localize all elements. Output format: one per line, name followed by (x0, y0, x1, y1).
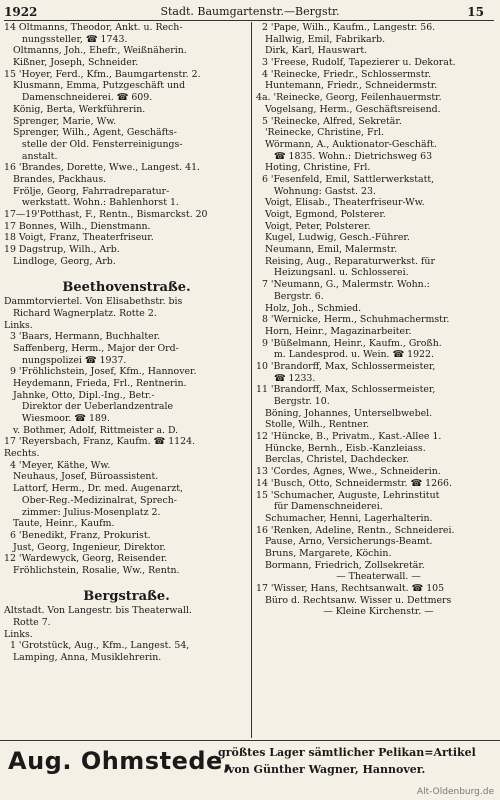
street-heading: Bergstraße. (83, 589, 170, 605)
entry-line: Büro d. Rechtsanw. Wisser u. Dettmers (256, 594, 452, 606)
entry-line: Hoting, Christine, Frl. (256, 162, 371, 174)
entry-line: Damenschneiderei. ☎ 609. (4, 92, 153, 104)
entry-line: werkstatt. Wohn.: Bahlenhorst 1. (4, 197, 179, 209)
entry-line: Hallwig, Emil, Fabrikarb. (256, 33, 386, 45)
entry-line: 17—19'Potthast, F., Rentn., Bismarckst. 20 (4, 209, 208, 220)
entry-line: 16 'Renken, Adeline, Rentn., Schneiderei. (256, 524, 455, 536)
entry-line: Fröhlichstein, Rosalie, Ww., Rentn. (4, 564, 180, 576)
column-divider (251, 22, 252, 738)
entry-line: Lindloge, Georg, Arb. (4, 255, 116, 267)
entry-line: 12 'Wardewyck, Georg, Reisender. (4, 553, 168, 565)
entry-line: Rechts. (4, 448, 40, 460)
entry-line: für Damenschneiderei. (256, 501, 383, 513)
entry-line: 14 Oltmanns, Theodor, Ankt. u. Rech- (4, 22, 183, 33)
entry-line: 4 'Meyer, Käthe, Ww. (4, 459, 111, 471)
entry-line: Heizungsanl. u. Schlosserei. (256, 267, 409, 279)
entry-line: Pause, Arno, Versicherungs-Beamt. (256, 536, 433, 548)
entry-line: Bergstr. 10. (256, 396, 330, 407)
entry-line: 8 'Wernicke, Herm., Schuhmachermstr. (256, 314, 450, 326)
entry-line: 4a. 'Reinecke, Georg, Feilenhauermstr. (256, 92, 442, 104)
entry-line: Rotte 7. (4, 617, 51, 628)
entry-line: Stolle, Wilh., Rentner. (256, 419, 370, 431)
page-title: Stadt. Baumgartenstr.—Bergstr. (160, 5, 340, 18)
entry-line: 9 'Büßelmann, Heinr., Kaufm., Großh. (256, 337, 442, 349)
entry-line: Direktor der Ueberlandzentrale (4, 401, 174, 413)
right-column (256, 22, 500, 618)
entry-line: Böning, Johannes, Unterselbwebel. (256, 407, 433, 419)
entry-line: 6 'Benedikt, Franz, Prokurist. (4, 529, 151, 541)
entry-line: nungspolizei ☎ 1937. (4, 354, 127, 366)
entry-line: 18 Voigt, Franz, Theaterfriseur. (4, 232, 154, 244)
entry-line: Oltmanns, Joh., Ehefr., Weißnäherin. (4, 45, 187, 57)
entry-line: Taute, Heinr., Kaufm. (4, 518, 115, 530)
entry-line: Huntemann, Friedr., Schneidermstr. (256, 80, 438, 92)
entry-line: Saffenberg, Herm., Major der Ord- (4, 342, 179, 354)
entry-line: 7 'Neumann, G., Malermstr. Wohn.: (256, 279, 430, 291)
ad-brand: Aug. Ohmstede, (8, 747, 233, 775)
entry-line: 1 'Grotstück, Aug., Kfm., Langest. 54, (4, 640, 190, 652)
entry-line: 17 'Wisser, Hans, Rechtsanwalt. ☎ 105 (256, 583, 445, 594)
entry-line: 5 'Reinecke, Alfred, Sekretär. (256, 115, 402, 127)
advertisement (0, 740, 500, 783)
entry-line: 4 'Reinecke, Friedr., Schlossermstr. (256, 68, 431, 80)
entry-line: 19 Dagstrup, Wilh., Arb. (4, 244, 120, 256)
entry-line: 17 'Reyersbach, Franz, Kaufm. ☎ 1124. (4, 436, 196, 448)
entry-line: Vogelsang, Herm., Geschäftsreisend. (256, 103, 441, 115)
entry-line: stelle der Old. Fensterreinigungs- (4, 138, 183, 150)
entry-line: 10 'Brandorff, Max, Schlossermeister, (256, 360, 436, 372)
entry-line: Reising, Aug., Reparaturwerkst. für (256, 255, 435, 267)
entry-line: 15 'Schumacher, Auguste, Lehrinstitut (256, 489, 440, 501)
cross-street: — Kleine Kirchenstr. — (323, 606, 434, 618)
entry-line: Frölje, Georg, Fahrradreparatur- (4, 185, 170, 197)
entry-line: ☎ 1233. (256, 372, 316, 384)
entry-line: nungssteller, ☎ 1743. (4, 33, 128, 45)
entry-line: 17 Bonnes, Wilh., Dienstmann. (4, 220, 151, 232)
entry-line: Heydemann, Frieda, Frl., Rentnerin. (4, 377, 187, 389)
left-column (4, 22, 249, 664)
entry-line: 3 'Baars, Hermann, Buchhalter. (4, 331, 161, 343)
entry-line: Kißner, Joseph, Schneider. (4, 57, 139, 69)
watermark: Alt-Oldenburg.de (416, 787, 494, 797)
entry-line: 14 'Busch, Otto, Schneidermstr. ☎ 1266. (256, 477, 452, 489)
street-heading: Beethovenstraße. (62, 280, 191, 296)
entry-line: Bergstr. 6. (256, 290, 324, 302)
entry-line: Just, Georg, Ingenieur, Direktor. (4, 541, 166, 553)
entry-line: Bruns, Margarete, Köchin. (256, 547, 392, 559)
entry-line: Dammtorviertel. Von Elisabethstr. bis (4, 296, 183, 308)
page-year: 1922 (4, 5, 38, 19)
entry-line: 6 'Fesenfeld, Emil, Sattlerwerkstatt, (256, 173, 435, 185)
entry-line: König, Berta, Werkführerin. (4, 103, 146, 115)
entry-line: Neuhaus, Josef, Büroassistent. (4, 471, 159, 483)
entry-line: 13 'Cordes, Agnes, Wwe., Schneiderin. (256, 466, 441, 478)
entry-line: Richard Wagnerplatz. Rotte 2. (4, 307, 157, 319)
entry-line: Wörmann, A., Auktionator-Geschäft. (256, 138, 437, 150)
entry-line (4, 577, 249, 589)
entry-line: Holz, Joh., Schmied. (256, 302, 362, 314)
entry-line: Sprenger, Marie, Ww. (4, 115, 117, 127)
entry-line: Wohnung: Gastst. 23. (256, 185, 376, 197)
entry-line: 12 'Hüncke, B., Privatm., Kast.-Allee 1. (256, 431, 442, 443)
entry-line: Links. (4, 628, 33, 640)
entry-line: 16 'Brandes, Dorette, Wwe., Langest. 41. (4, 162, 201, 174)
entry-line: 3 'Freese, Rudolf, Tapezierer u. Dekorat. (256, 57, 456, 69)
entry-line: 9 'Fröhlichstein, Josef, Kfm., Hannover. (4, 366, 197, 378)
entry-line: Jahnke, Otto, Dipl.-Ing., Betr.- (4, 389, 155, 401)
entry-line: Ober-Reg.-Medizinalrat, Sprech- (4, 494, 177, 506)
entry-line: Bormann, Friedrich, Zollsekretär. (256, 559, 425, 571)
entry-line: v. Bothmer, Adolf, Rittmeister a. D. (4, 424, 179, 436)
cross-street: — Theaterwall. — (336, 571, 421, 583)
entry-line (4, 267, 249, 279)
entry-line: Brandes, Packhaus. (4, 173, 107, 185)
entry-line: Voigt, Elisab., Theaterfriseur-Ww. (256, 197, 425, 209)
entry-line: Horn, Heinr., Magazinarbeiter. (256, 325, 412, 337)
ad-line-2: von Günther Wagner, Hannover. (228, 763, 426, 776)
entry-line: Links. (4, 319, 33, 331)
entry-line: Lamping, Anna, Musiklehrerin. (4, 652, 162, 664)
entry-line: zimmer: Julius-Mosenplatz 2. (4, 506, 161, 518)
entry-line: Wiesmoor. ☎ 189. (4, 413, 110, 424)
entry-line: 15 'Hoyer, Ferd., Kfm., Baumgartenstr. 2. (4, 68, 201, 80)
entry-line: 11 'Brandorff, Max, Schlossermeister, (256, 384, 436, 396)
entry-line: Voigt, Peter, Polsterer. (256, 220, 371, 232)
header-rule (4, 20, 494, 21)
entry-line: Klusmann, Emma, Putzgeschäft und (4, 80, 186, 92)
entry-line: m. Landesprod. u. Wein. ☎ 1922. (256, 349, 434, 361)
entry-line: Neumann, Emil, Malermstr. (256, 244, 398, 256)
ad-line-1: größtes Lager sämtlicher Pelikan=Artikel (218, 746, 476, 759)
entry-line: Lattorf, Herm., Dr. med. Augenarzt, (4, 483, 184, 495)
page-number: 15 (467, 5, 484, 19)
entry-line: Schumacher, Henni, Lagerhalterin. (256, 512, 433, 524)
entry-line: 2 'Pape, Wilh., Kaufm., Langestr. 56. (256, 22, 436, 33)
entry-line: ☎ 1835. Wohn.: Dietrichsweg 63 (256, 150, 433, 162)
page-header (0, 0, 500, 20)
entry-line: Dirk, Karl, Hauswart. (256, 45, 368, 57)
entry-line: Voigt, Egmond, Polsterer. (256, 209, 386, 220)
entry-line: Hüncke, Bernh., Eisb.-Kanzleiass. (256, 442, 426, 454)
entry-line: Altstadt. Von Langestr. bis Theaterwall. (4, 605, 193, 617)
entry-line: Kugel, Ludwig, Gesch.-Führer. (256, 232, 410, 244)
entry-line: 'Reinecke, Christine, Frl. (256, 127, 384, 139)
entry-line: anstalt. (4, 150, 58, 162)
entry-line: Sprenger, Wilh., Agent, Geschäfts- (4, 127, 177, 139)
entry-line: Berclas, Christel, Dachdecker. (256, 454, 410, 466)
